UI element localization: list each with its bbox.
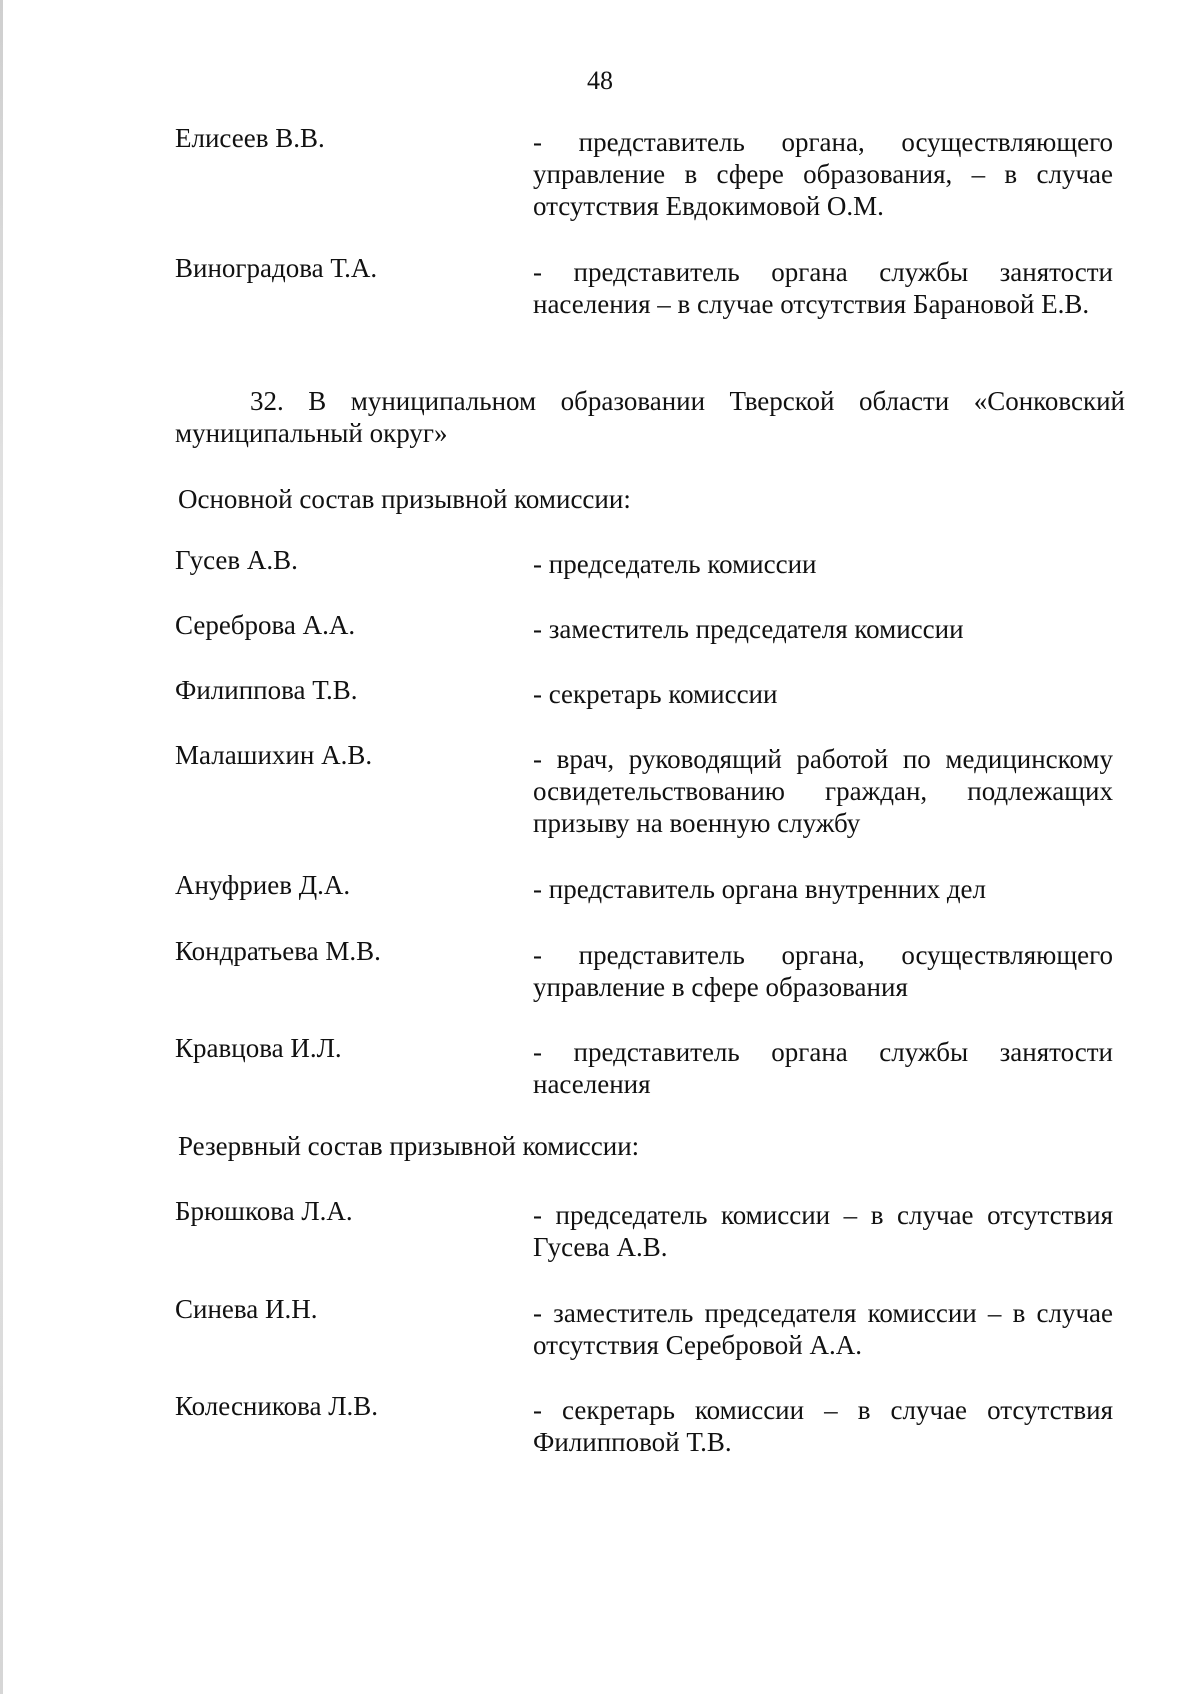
member-role: - представитель органа службы занятости населения – в случае отсутствия Барановой Е.В. [533,257,1113,319]
member-name: Ануфриев Д.А. [175,870,351,900]
member-name: Елисеев В.В. [175,123,325,153]
member-name: Кравцова И.Л. [175,1033,342,1063]
member-role: - представитель органа, осуществляющего управление в сфере образования [533,940,1113,1002]
member-role: - врач, руководящий работой по медицинскому освидетельствованию граждан, подлежащих призыву на военную службу [533,744,1113,838]
member-role: - председатель комиссии – в случае отсутствия Гусева А.В. [533,1200,1113,1262]
member-role: - секретарь комиссии – в случае отсутствия Филипповой Т.В. [533,1395,1113,1457]
member-name: Сереброва А.А. [175,610,356,640]
member-name: Синева И.Н. [175,1294,318,1324]
member-role: - секретарь комиссии [533,679,778,709]
member-role: - председатель комиссии [533,549,817,579]
member-name: Кондратьева М.В. [175,936,381,966]
member-role: - представитель органа внутренних дел [533,874,987,904]
scan-edge-shadow [0,0,3,1694]
member-name: Филиппова Т.В. [175,675,358,705]
member-role: - заместитель председателя комиссии [533,614,964,644]
member-name: Колесникова Л.В. [175,1391,379,1421]
member-name: Брюшкова Л.А. [175,1196,353,1226]
member-role: - заместитель председателя комиссии – в случае отсутствия Серебровой А.А. [533,1298,1113,1360]
member-name: Гусев А.В. [175,545,298,575]
page-number: 48 [587,66,613,95]
member-name: Виноградова Т.А. [175,253,378,283]
member-role: - представитель органа, осуществляющего управление в сфере образования, – в случае отсутствия Евдокимовой О.М. [533,127,1113,221]
member-role: - представитель органа службы занятости населения [533,1037,1113,1099]
reserve-composition-heading: Резервный состав призывной комиссии: [178,1131,640,1161]
member-name: Малашихин А.В. [175,740,373,770]
section-paragraph: 32. В муниципальном образовании Тверской области «Сонковский муниципальный округ» [175,386,1125,448]
main-composition-heading: Основной состав призывной комиссии: [178,484,631,514]
